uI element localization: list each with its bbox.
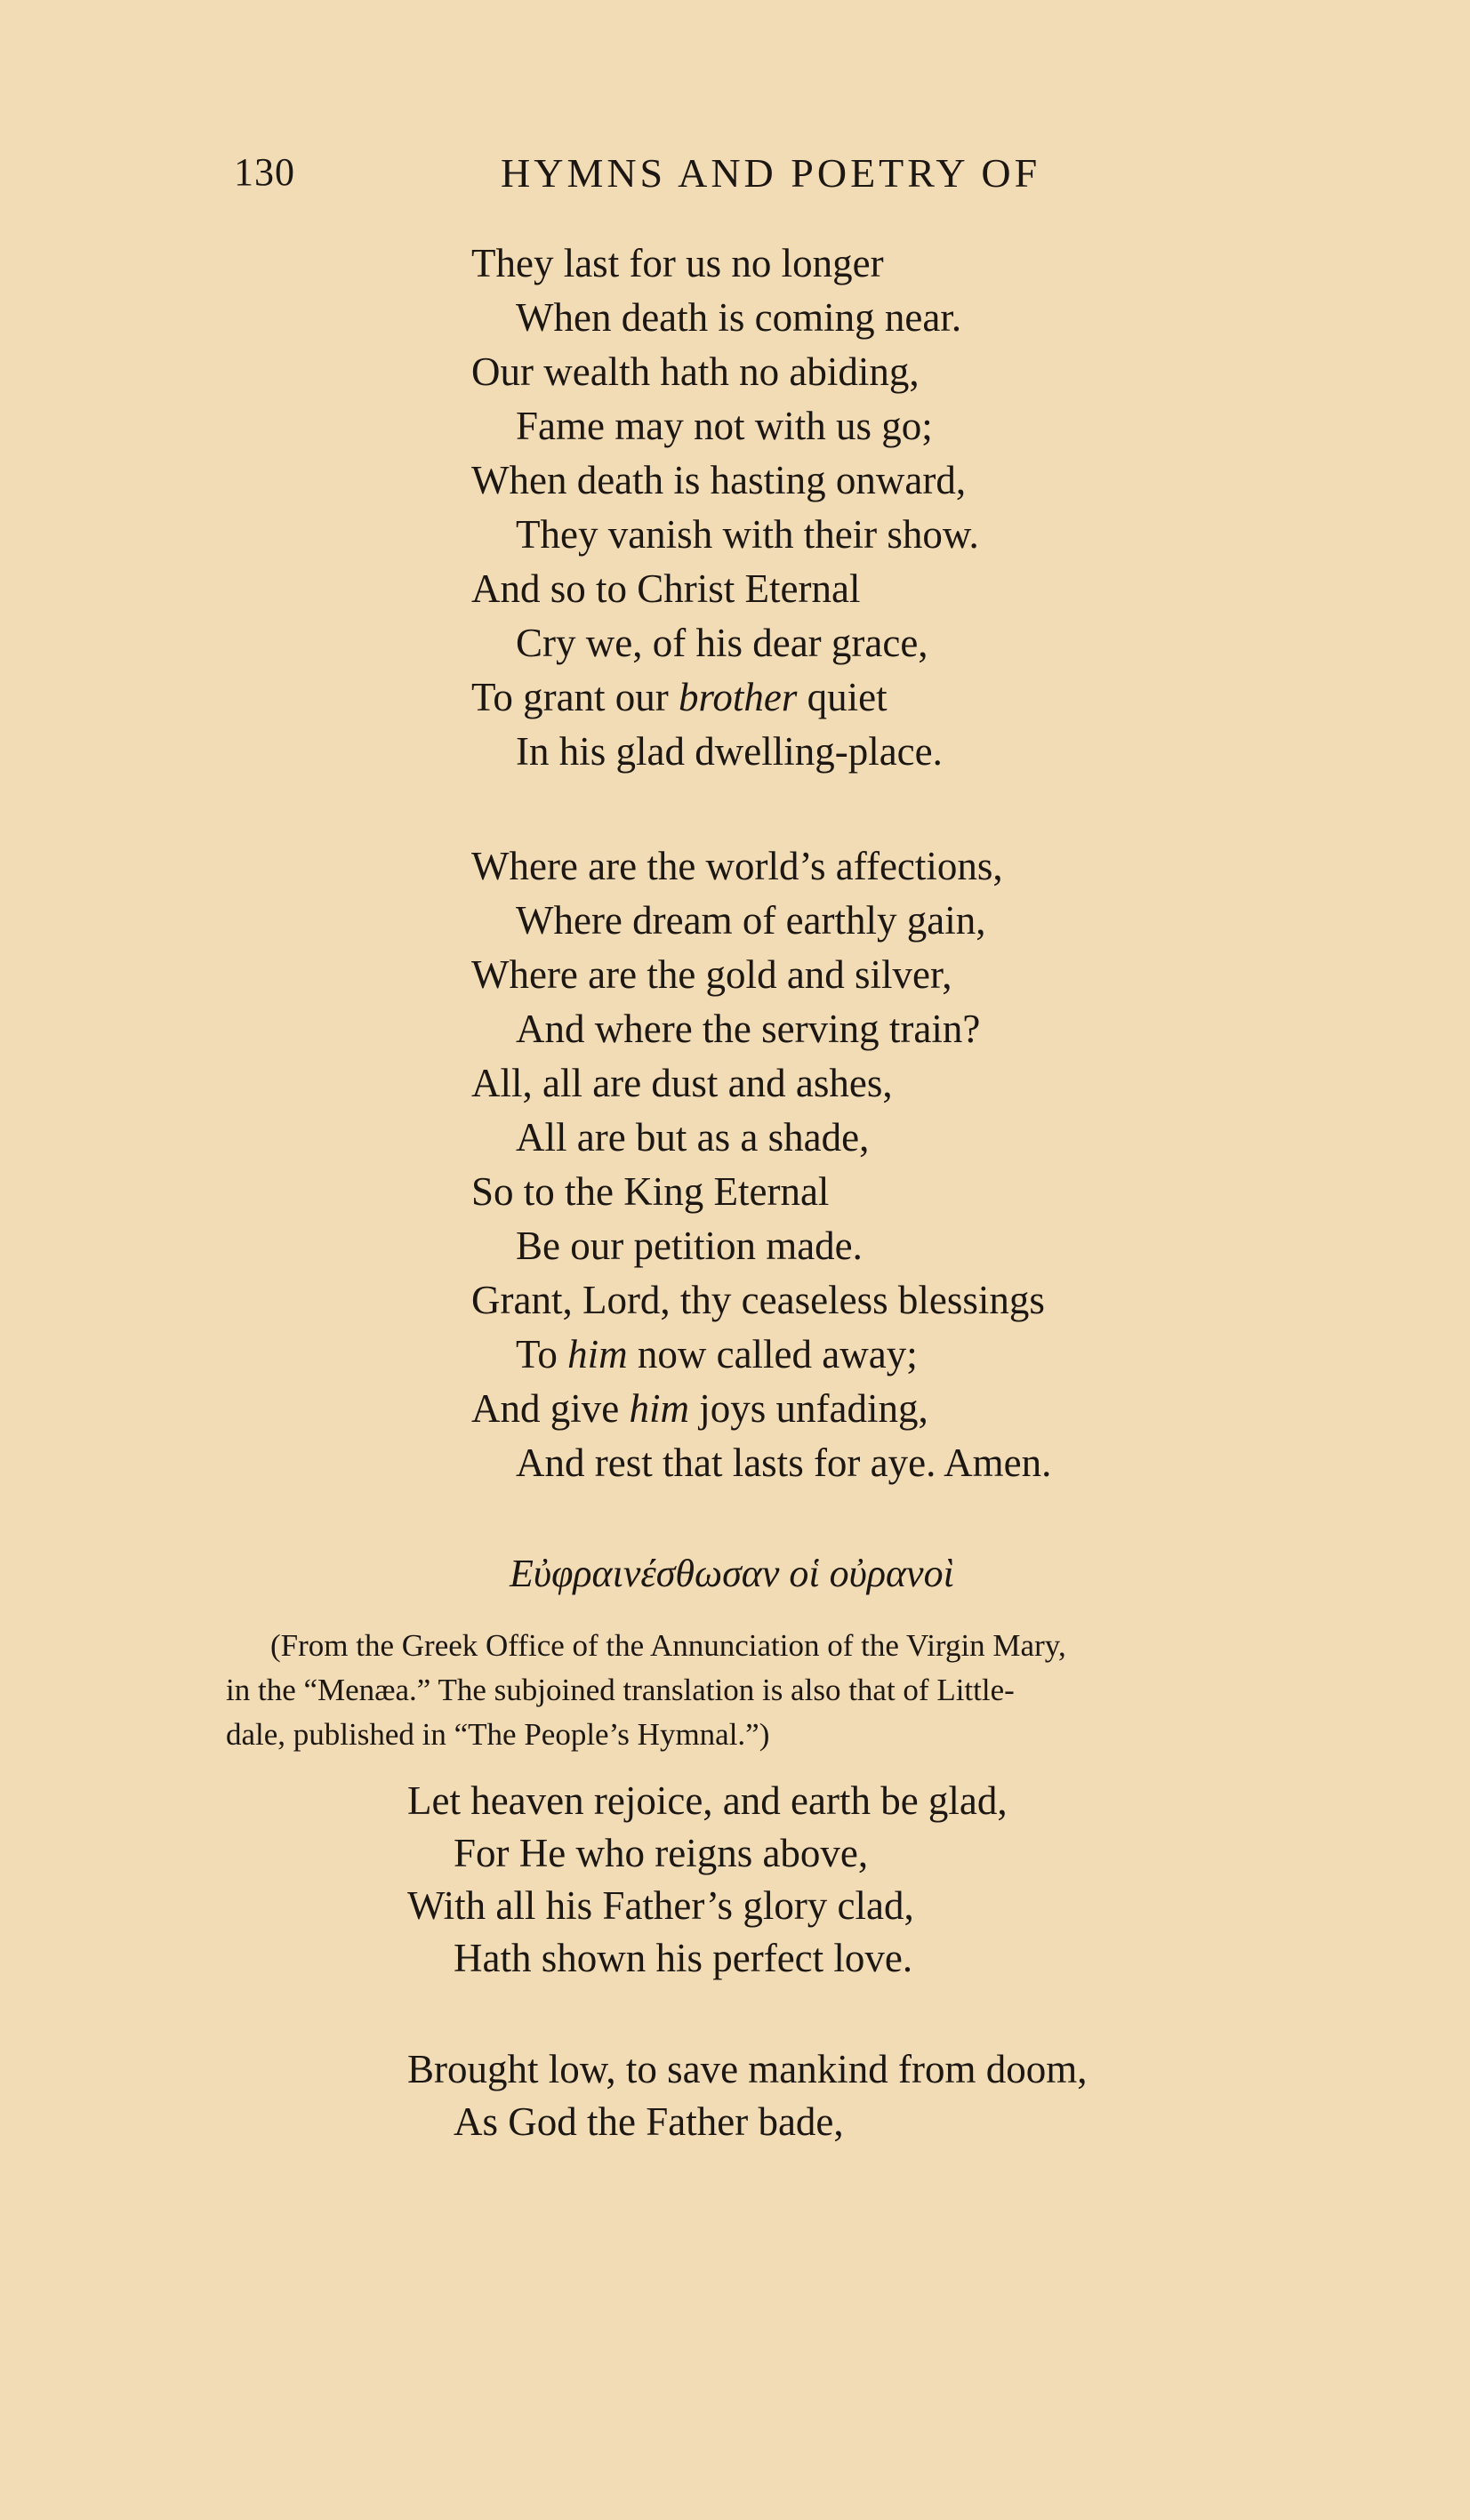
page-number: 130 bbox=[234, 150, 295, 194]
poem-line bbox=[471, 839, 1051, 894]
line-text: When death is coming near. bbox=[516, 295, 962, 340]
line-text: All, all are dust and ashes, bbox=[471, 1061, 893, 1105]
poem-line bbox=[407, 1932, 1008, 1985]
line-text: Brought low, to save mankind from doom, bbox=[407, 2047, 1088, 2091]
poem-line bbox=[471, 894, 1051, 948]
line-text: So to the King Eternal bbox=[471, 1169, 830, 1214]
stanza-4 bbox=[407, 2043, 1088, 2148]
line-text: And give bbox=[471, 1386, 630, 1431]
line-text: And rest that lasts for aye. Amen. bbox=[516, 1441, 1052, 1485]
line-text: Where are the world’s affections, bbox=[471, 844, 1003, 888]
line-text: In his glad dwelling-place. bbox=[516, 729, 943, 774]
source-note-line: in the “Menæa.” The subjoined translation is also that of Little- bbox=[226, 1673, 1015, 1707]
line-text: joys unfading, bbox=[688, 1386, 928, 1431]
line-text: For He who reigns above, bbox=[454, 1831, 869, 1875]
poem-line bbox=[471, 1002, 1051, 1056]
poem-line bbox=[471, 1165, 1051, 1219]
line-text: All are but as a shade, bbox=[516, 1115, 870, 1160]
poem-line bbox=[471, 1111, 1051, 1165]
poem-line bbox=[471, 1219, 1051, 1273]
line-text: quiet bbox=[797, 675, 888, 719]
poem-line bbox=[407, 2096, 1088, 2148]
line-text: With all his Father’s glory clad, bbox=[407, 1883, 914, 1928]
hymn-title-greek: Εὐφραινέσθωσαν οἱ οὐρανοὶ bbox=[510, 1552, 954, 1595]
running-head bbox=[0, 149, 1470, 203]
line-text: When death is hasting onward, bbox=[471, 458, 967, 502]
poem-line bbox=[471, 1436, 1051, 1490]
stanza-1 bbox=[471, 237, 979, 779]
poem-line bbox=[471, 948, 1051, 1002]
italic-word: brother bbox=[679, 675, 798, 719]
poem-line bbox=[471, 345, 979, 399]
poem-line bbox=[471, 291, 979, 345]
poem-line bbox=[407, 1775, 1008, 1827]
stanza-2 bbox=[471, 839, 1051, 1490]
poem-line bbox=[471, 1273, 1051, 1328]
poem-line bbox=[471, 1056, 1051, 1111]
poem-line bbox=[471, 670, 979, 725]
line-text: Grant, Lord, thy ceaseless blessings bbox=[471, 1278, 1045, 1322]
line-text: Fame may not with us go; bbox=[516, 404, 933, 448]
line-text: Hath shown his perfect love. bbox=[454, 1936, 913, 1980]
line-text: Where are the gold and silver, bbox=[471, 952, 952, 997]
running-head-title: HYMNS AND POETRY OF bbox=[501, 150, 1041, 196]
poem-line bbox=[407, 1880, 1008, 1932]
poem-line bbox=[471, 453, 979, 508]
line-text: Let heaven rejoice, and earth be glad, bbox=[407, 1778, 1008, 1823]
italic-word: him bbox=[629, 1386, 689, 1431]
line-text: Our wealth hath no abiding, bbox=[471, 349, 920, 394]
line-text: now called away; bbox=[627, 1332, 918, 1376]
italic-word: him bbox=[567, 1332, 628, 1376]
line-text: And where the serving train? bbox=[516, 1007, 981, 1051]
poem-line bbox=[471, 508, 979, 562]
poem-line bbox=[407, 1827, 1008, 1880]
line-text: As God the Father bade, bbox=[454, 2099, 844, 2144]
poem-line bbox=[471, 399, 979, 453]
line-text: They vanish with their show. bbox=[516, 512, 979, 557]
line-text: Cry we, of his dear grace, bbox=[516, 621, 928, 665]
poem-line bbox=[407, 2043, 1088, 2096]
source-note-line: dale, published in “The People’s Hymnal.”) bbox=[226, 1717, 770, 1752]
poem-line bbox=[471, 725, 979, 779]
line-text: To bbox=[516, 1332, 568, 1376]
poem-line bbox=[471, 1382, 1051, 1436]
source-note-line: (From the Greek Office of the Annunciation of the Virgin Mary, bbox=[270, 1628, 1066, 1663]
poem-line bbox=[471, 237, 979, 291]
line-text: They last for us no longer bbox=[471, 241, 884, 285]
poem-line bbox=[471, 616, 979, 670]
line-text: And so to Christ Eternal bbox=[471, 566, 861, 611]
line-text: To grant our bbox=[471, 675, 679, 719]
line-text: Where dream of earthly gain, bbox=[516, 898, 986, 943]
line-text: Be our petition made. bbox=[516, 1224, 863, 1268]
poem-line bbox=[471, 562, 979, 616]
source-note bbox=[226, 1624, 1409, 1757]
poem-line bbox=[471, 1328, 1051, 1382]
stanza-3 bbox=[407, 1775, 1008, 1985]
